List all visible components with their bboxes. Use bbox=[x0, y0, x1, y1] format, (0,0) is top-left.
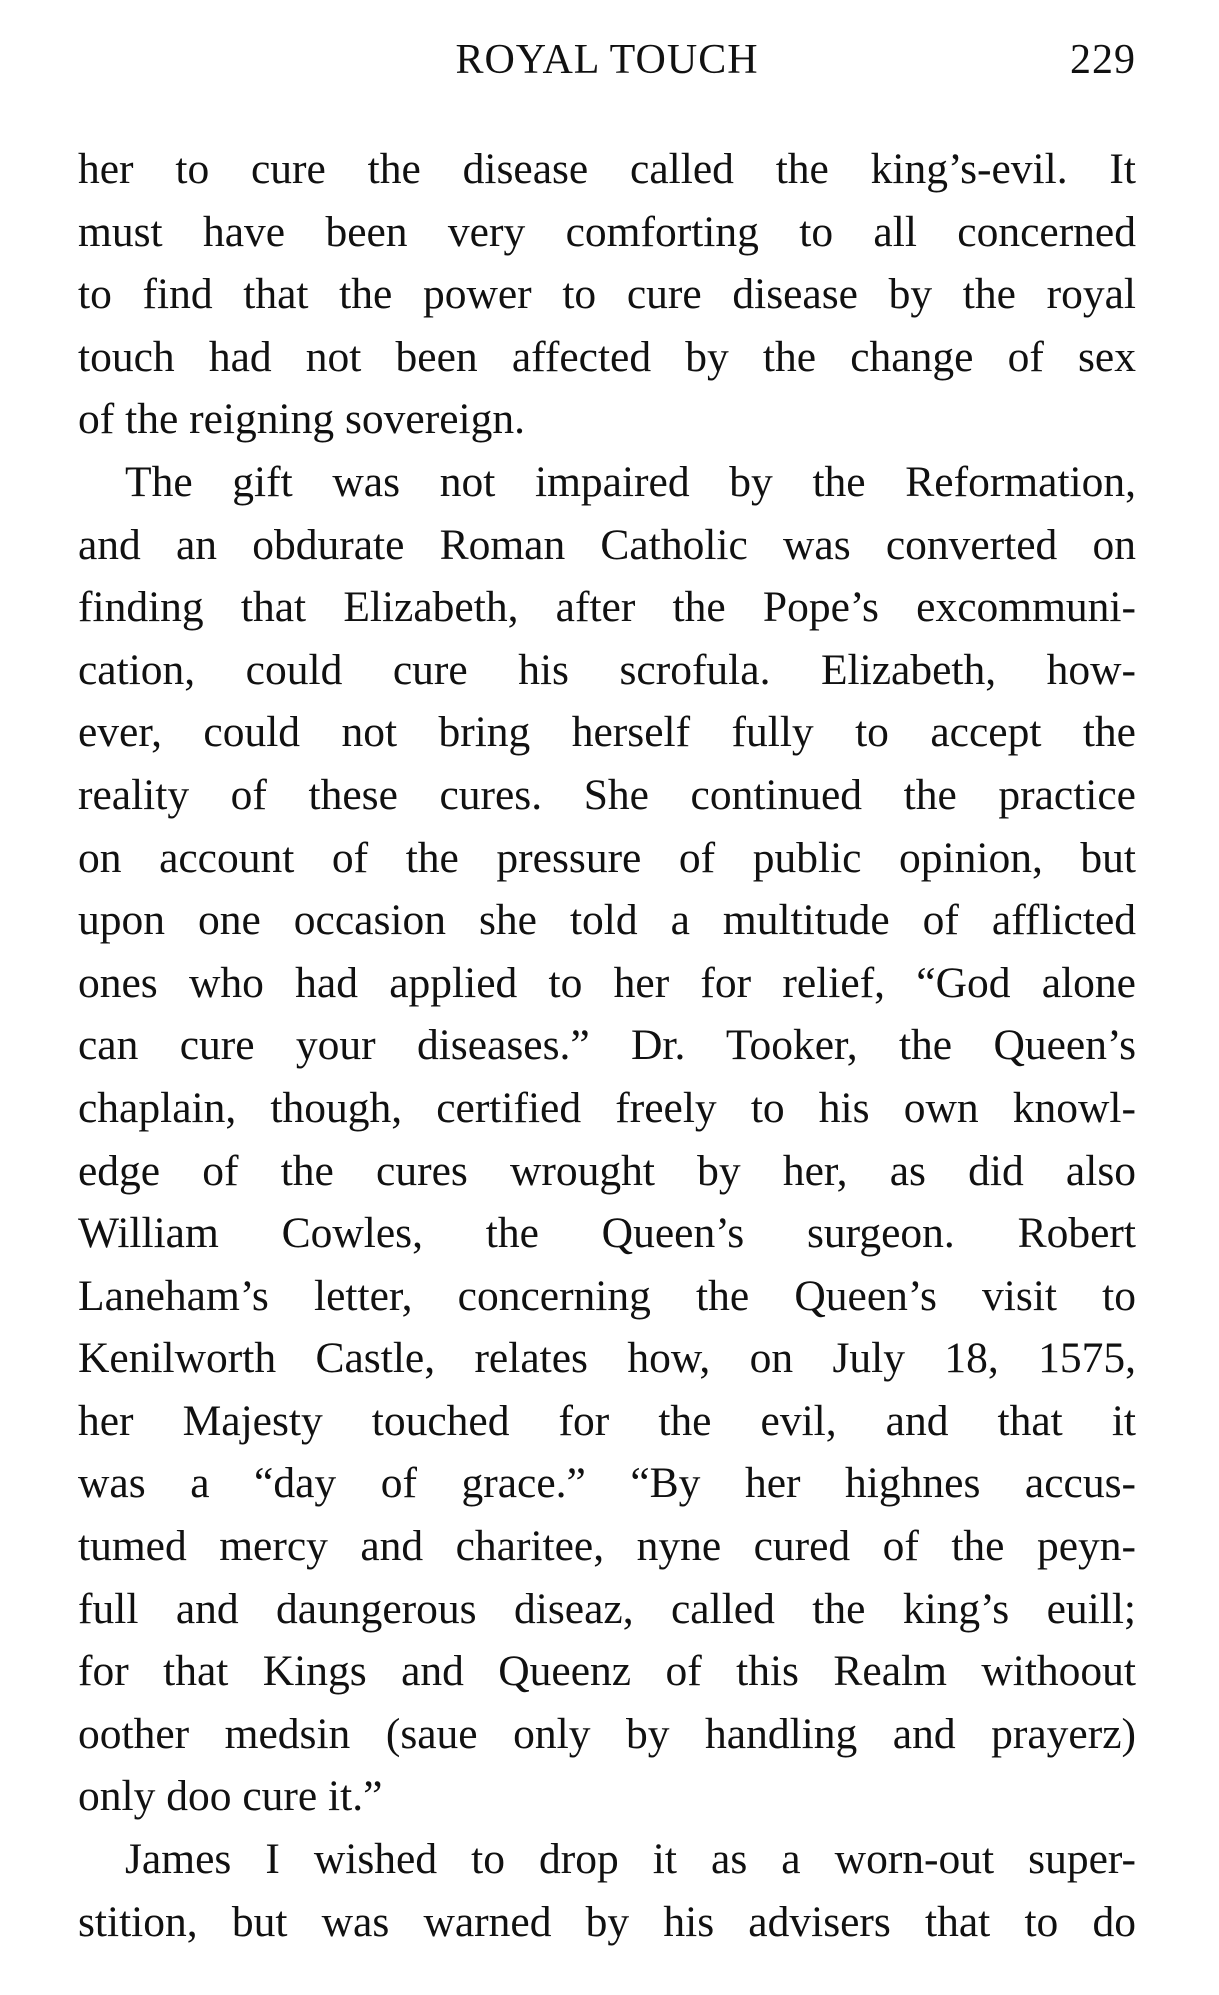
text-line: Laneham’s letter, concerning the Queen’s visit to bbox=[78, 1271, 1136, 1320]
text-line: for that Kings and Queenz of this Realm withoout bbox=[78, 1647, 1136, 1696]
running-title: ROYAL TOUCH bbox=[455, 37, 759, 83]
body-text bbox=[78, 138, 1136, 1953]
text-line: her to cure the disease called the king’s-evil. It bbox=[78, 145, 1136, 193]
text-line: and an obdurate Roman Catholic was converted on bbox=[78, 520, 1136, 569]
text-line: oother medsin (saue only by handling and prayerz) bbox=[78, 1709, 1136, 1758]
text-line: ones who had applied to her for relief, “God alone bbox=[78, 958, 1136, 1007]
paragraph-2 bbox=[78, 451, 1136, 1828]
text-line: The gift was not impaired by the Reformation, bbox=[125, 457, 1136, 506]
text-line: her Majesty touched for the evil, and that it bbox=[78, 1396, 1136, 1445]
text-line: can cure your diseases.” Dr. Tooker, the Queen’s bbox=[78, 1021, 1136, 1070]
running-head bbox=[78, 36, 1136, 96]
text-line: only doo cure it.” bbox=[78, 1772, 383, 1821]
text-line: was a “day of grace.” “By her highnes accus- bbox=[78, 1459, 1136, 1508]
text-line: on account of the pressure of public opinion, but bbox=[78, 833, 1136, 882]
text-line: cation, could cure his scrofula. Elizabeth, how- bbox=[78, 645, 1136, 694]
page-number: 229 bbox=[1070, 37, 1136, 83]
text-line: must have been very comforting to all concerned bbox=[78, 207, 1136, 256]
text-line: reality of these cures. She continued the practice bbox=[78, 770, 1136, 819]
text-line: touch had not been affected by the change of sex bbox=[78, 332, 1136, 381]
text-line: James I wished to drop it as a worn-out super- bbox=[125, 1835, 1136, 1884]
text-line: tumed mercy and charitee, nyne cured of the peyn- bbox=[78, 1522, 1136, 1571]
text-line: to find that the power to cure disease by the royal bbox=[78, 270, 1136, 319]
paragraph-3 bbox=[78, 1828, 1136, 1953]
text-line: upon one occasion she told a multitude of afflicted bbox=[78, 896, 1136, 945]
text-line: chaplain, though, certified freely to his own knowl- bbox=[78, 1083, 1136, 1132]
text-line: edge of the cures wrought by her, as did also bbox=[78, 1146, 1136, 1195]
text-line: stition, but was warned by his advisers that to do bbox=[78, 1897, 1136, 1946]
text-line: of the reigning sovereign. bbox=[78, 395, 525, 444]
text-line: finding that Elizabeth, after the Pope’s excommuni- bbox=[78, 583, 1136, 632]
text-line: full and daungerous diseaz, called the king’s euill; bbox=[78, 1584, 1136, 1633]
text-line: ever, could not bring herself fully to accept the bbox=[78, 708, 1136, 757]
text-line: Kenilworth Castle, relates how, on July 18, 1575, bbox=[78, 1334, 1136, 1383]
text-line: William Cowles, the Queen’s surgeon. Robert bbox=[78, 1209, 1136, 1258]
paragraph-1 bbox=[78, 138, 1136, 451]
